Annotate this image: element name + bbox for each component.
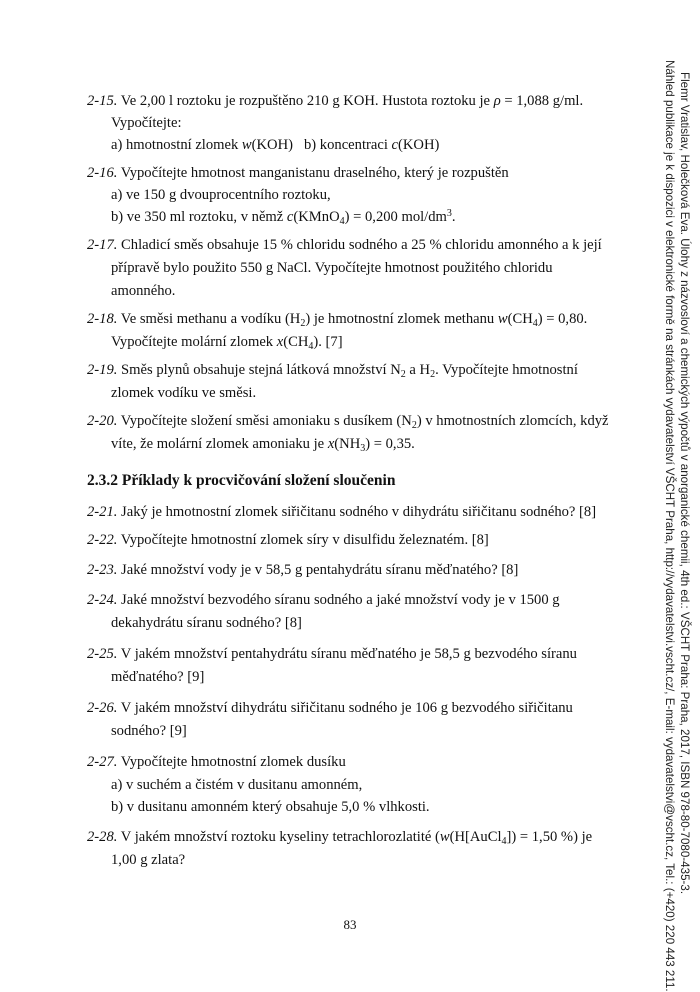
problem-2-27-part-b: b) v dusitanu amonném který obsahuje 5,0 % vlhkosti. [111, 799, 430, 815]
section-heading: 2.3.2 Příklady k procvičování složení sloučenin [87, 472, 396, 489]
problem-2-15-part-b: b) koncentraci c(KOH) [304, 137, 440, 153]
problem-2-20-line2: víte, že molární zlomek amoniaku je $x(NH_3) = 0,35$. [111, 436, 415, 454]
problem-2-18-line2: Vypočítejte molární zlomek $x(CH_4)$. [7] [111, 334, 343, 352]
problem-2-23: 2-23. Jaké množství vody je v 58,5 g pentahydrátu síranu měďnatého? [8] [87, 562, 519, 578]
problem-2-15-part-a: a) hmotnostní zlomek w(KOH) [111, 137, 293, 153]
problem-2-24-line2: dekahydrátu síranu sodného? [8] [111, 615, 302, 631]
problem-2-25-line2: měďnatého? [9] [111, 669, 205, 685]
problem-2-16: 2-16. Vypočítejte hmotnost manganistanu draselného, který je rozpuštěn [87, 165, 509, 181]
problem-2-17-line2: přípravě bylo použito 550 g NaCl. Vypočítejte hmotnost použitého chloridu [111, 260, 553, 276]
problem-2-28-line2: 1,00 g zlata? [111, 852, 186, 868]
problem-2-15-line2: Vypočítejte: [111, 115, 182, 131]
problem-2-17-line3: amonného. [111, 283, 176, 299]
problem-2-19: 2-19. Směs plynů obsahuje stejná látková množství $N_2$ a $H_2$. Vypočítejte hmotnostní [87, 362, 578, 380]
problem-2-24: 2-24. Jaké množství bezvodého síranu sodného a jaké množství vody je v 1500 g [87, 592, 560, 608]
problem-2-21: 2-21. Jaký je hmotnostní zlomek siřičitanu sodného v dihydrátu siřičitanu sodného? [8] [87, 504, 597, 520]
problem-2-25: 2-25. V jakém množství pentahydrátu síranu měďnatého je 58,5 g bezvodého síranu [87, 646, 577, 662]
problem-2-22: 2-22. Vypočítejte hmotnostní zlomek síry v disulfidu železnatém. [8] [87, 532, 489, 548]
problem-2-26: 2-26. V jakém množství dihydrátu siřičitanu sodného je 106 g bezvodého siřičitanu [87, 700, 573, 716]
problem-2-19-line2: zlomek vodíku ve směsi. [111, 385, 257, 401]
problem-2-28: 2-28. V jakém množství roztoku kyseliny tetrachlorozlatité (w(H[AuCl$_4$]) = 1,50 %) je [87, 829, 593, 847]
problem-2-27: 2-27. Vypočítejte hmotnostní zlomek dusíku [87, 754, 346, 770]
page-number: 83 [343, 917, 357, 932]
side-note-line1: Flemr Vratislav, Holečková Eva. Úlohy z názvosloví a chemických výpočtů v anorganické chemii, 4th ed.: VŠCHT Praha: Praha, 2017, ISBN 978-80-7080-435-3. [678, 72, 691, 895]
problem-2-20: 2-20. Vypočítejte složení směsi amoniaku s dusíkem $(N_2)$ v hmotnostních zlomcích, když [87, 413, 609, 431]
problem-2-15: 2-15. Ve 2,00 l roztoku je rozpuštěno 210 g KOH. Hustota roztoku je ρ = 1,088 g/ml. [87, 93, 584, 109]
publisher-side-note [662, 60, 692, 992]
problem-2-16-part-a: a) ve 150 g dvouprocentního roztoku, [111, 187, 331, 203]
side-note-line2: Náhled publikace je k dispozici v elektronické formě na stránkách vydavatelství VŠCHT Praha, http://vydavatelstvi.vscht.cz/, E-mail: vydavatelstvi@vscht.cz, Tel.: (+420) 220 443 211. [663, 60, 676, 992]
problem-2-17: 2-17. Chladicí směs obsahuje 15 % chloridu sodného a 25 % chloridu amonného a k její [87, 237, 602, 253]
problem-2-27-part-a: a) v suchém a čistém v dusitanu amonném, [111, 777, 363, 793]
problem-2-18: 2-18. Ve směsi methanu a vodíku $(H_2)$ je hmotnostní zlomek methanu $w(CH_4) = 0,80$. [87, 311, 588, 329]
problem-2-16-part-b: b) ve 350 ml roztoku, v němž c(KMnO$_4$) = 0,200 mol/$dm^3$. [111, 208, 456, 227]
problem-2-26-line2: sodného? [9] [111, 723, 187, 739]
